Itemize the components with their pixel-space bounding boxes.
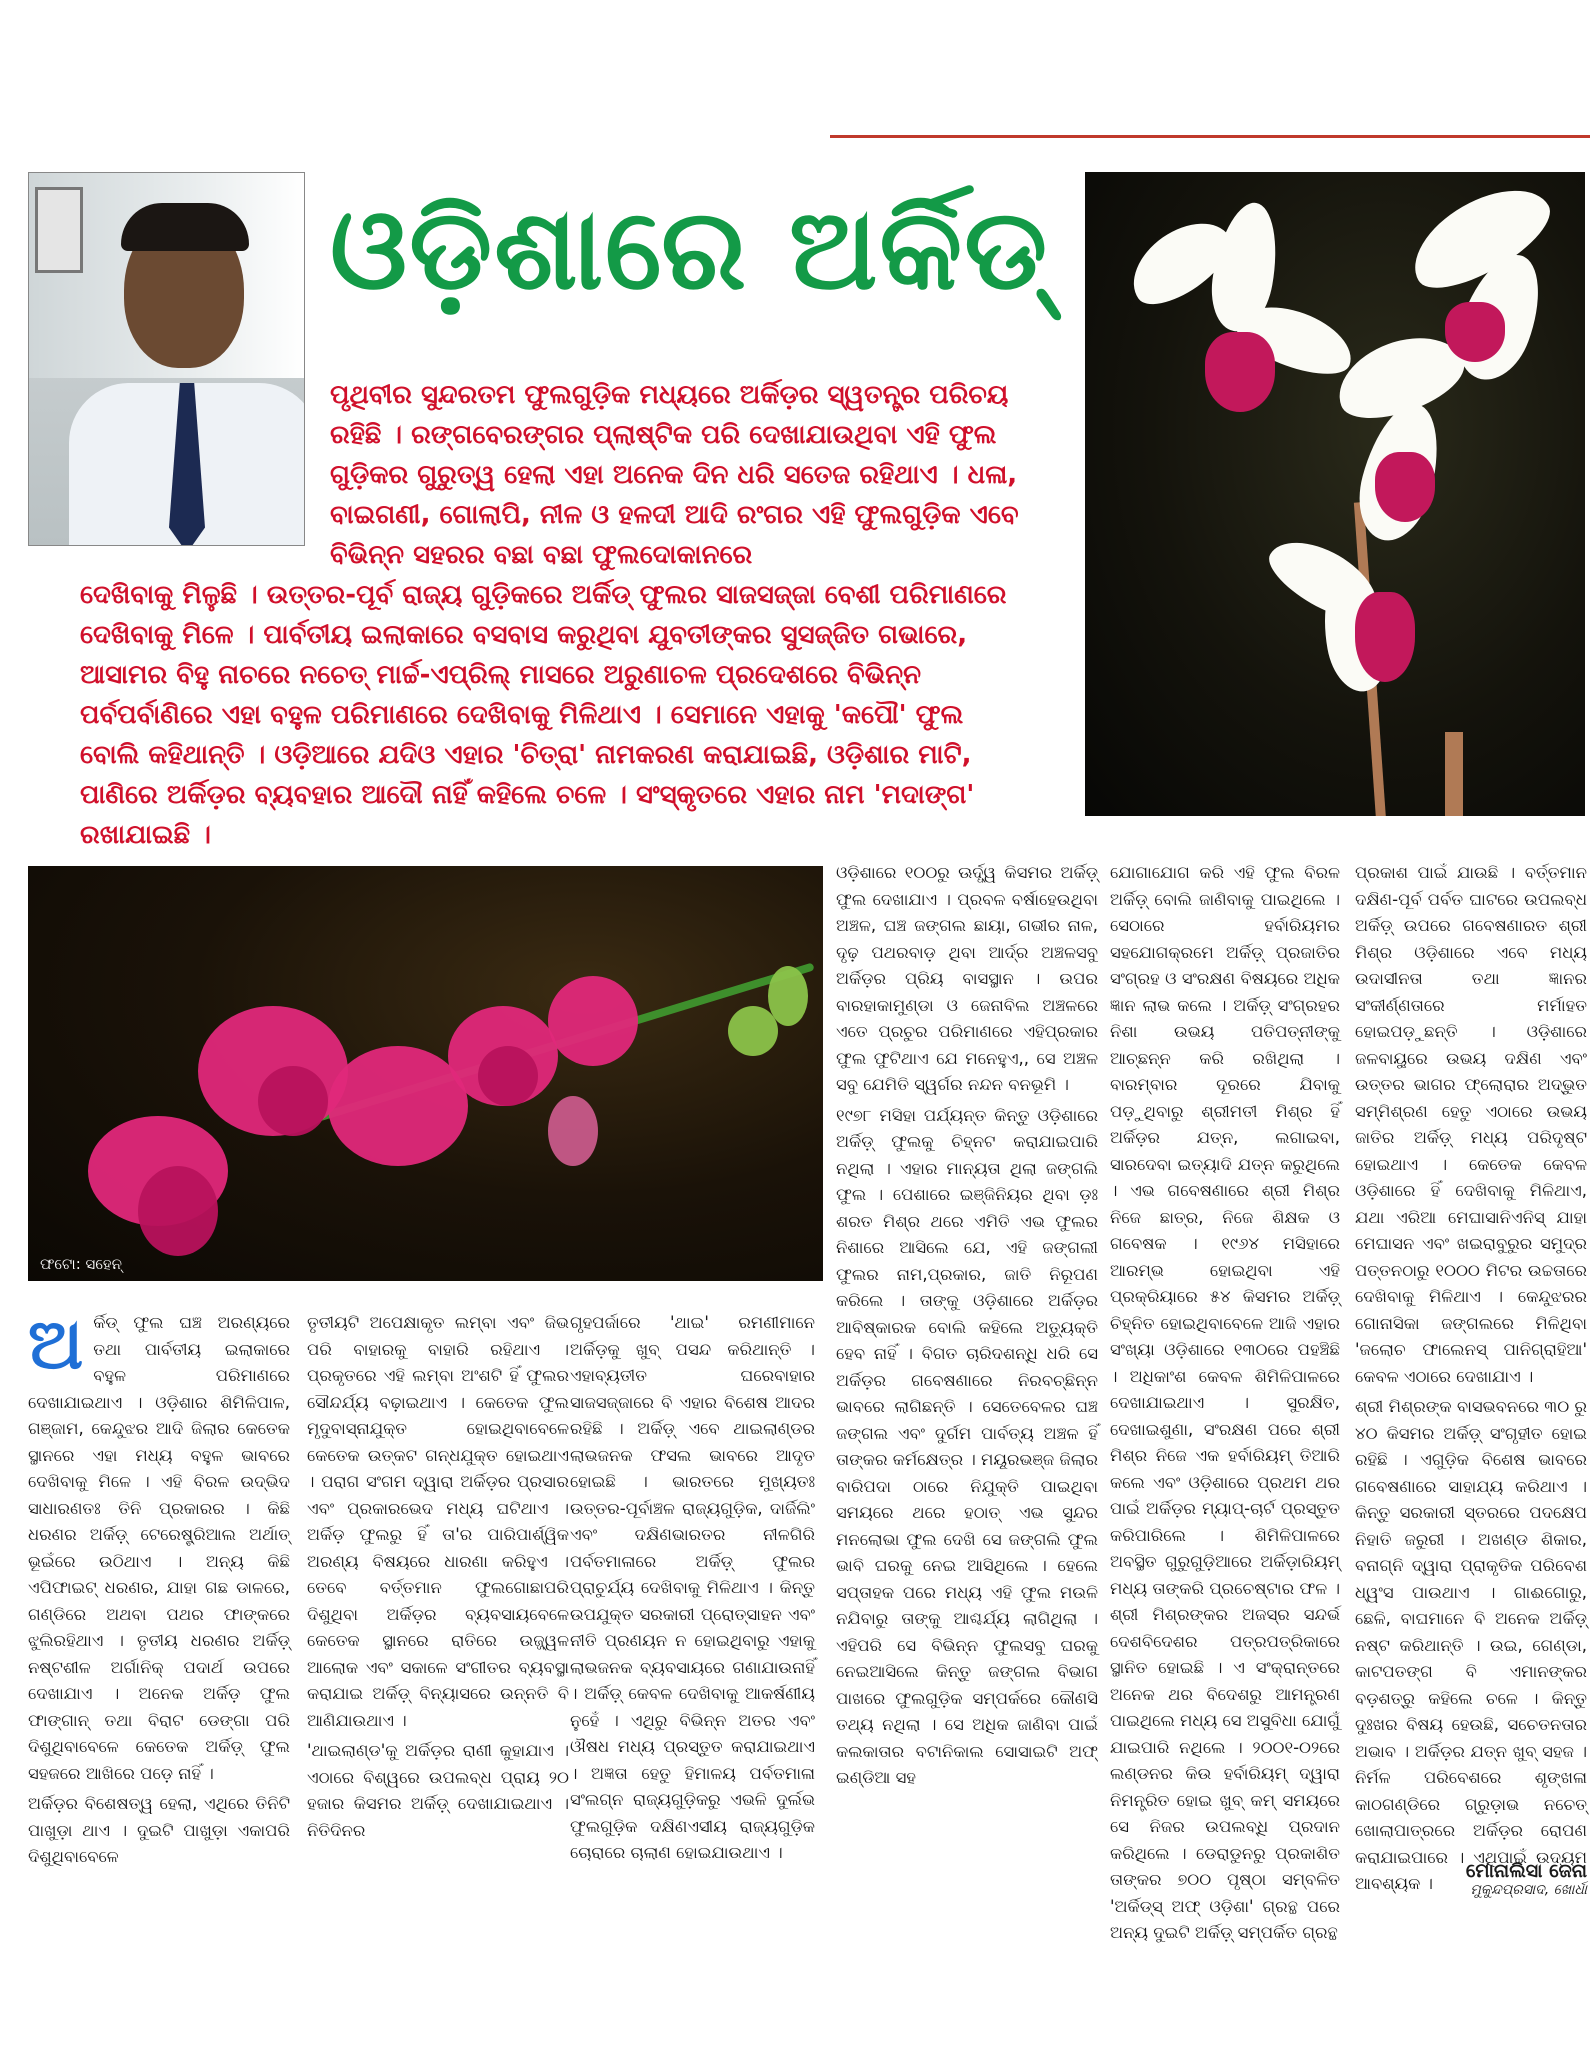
column-4-text: ଓଡ଼ିଶାରେ ୧୦୦ରୁ ଊର୍ଦ୍ଧ୍ୱ କିସମର ଅର୍କିଡ଼୍ ଫୁଲ ଦେଖାଯାଏ । ପ୍ରବଳ ବର୍ଷାହେଉଥିବା ଅଞ୍ଚଳ, ଘଞ୍ଚ ଜଙ୍ଗଲ ଛାୟା, ଗଭୀର ନାଳ, ଦୃଢ଼ ପଥରବାଡ଼ ଥିବା ଆର୍ଦ୍ର ଅଞ୍ଚଳସବୁ ଅର୍କିଡ଼ର ପ୍ରିୟ ବାସସ୍ଥାନ । ଉପର ବାରହାକାମୁଣ୍ଡା ଓ ଜେନାବିଲ ଅଞ୍ଚଳରେ ଏତେ ପ୍ରଚୁର ପରିମାଣରେ ଏହିପ୍ରକାର ଫୁଲ ଫୁଟିଥାଏ ଯେ ମନେହୁଏ,, ସେ ଅଞ୍ଚଳ ସବୁ ଯେମିତି ସ୍ୱର୍ଗର ନନ୍ଦନ ବନଭୂମି । [836, 863, 1098, 1094]
lead-paragraph-part1: ପୃଥିବୀର ସୁନ୍ଦରତମ ଫୁଲଗୁଡ଼ିକ ମଧ୍ୟରେ ଅର୍କିଡ଼ର ସ୍ୱତନ୍ତ୍ର ପରିଚୟ ରହିଛି । ରଙ୍ଗବେରଙ୍ଗର ପ୍ଲାଷ୍ଟିକ ପରି ଦେଖାଯାଉଥିବା ଏହି ଫୁଲ ଗୁଡ଼ିକର ଗୁରୁତ୍ୱ ହେଲା ଏହା ଅନେକ ଦିନ ଧରି ସତେଜ ରହିଥାଏ । ଧଳା, ବାଇଗଣୀ, ଗୋଲାପି, ନୀଳ ଓ ହଳଦୀ ଆଦି ରଂଗର ଏହି ଫୁଲଗୁଡ଼ିକ ଏବେ ବିଭିନ୍ନ ସହରର ବଛା ବଛା ଫୁଲଦୋକାନରେ [330, 380, 1019, 570]
column-1-text: ର୍କିଡ୍ ଫୁଲ ଘଞ୍ଚ ଅରଣ୍ୟରେ ତଥା ପାର୍ବତୀୟ ଇଲାକାରେ ବହୁଳ ପରିମାଣରେ ଦେଖାଯାଇଥାଏ । ଓଡ଼ିଶାର ଶିମିଳିପାଳ, ଗଞ୍ଜାମ, କେନ୍ଦୁଝର ଆଦି ଜିଲାର କେତେକ ସ୍ଥାନରେ ଏହା ମଧ୍ୟ ବହୁଳ ଭାବରେ ଦେଖିବାକୁ ମିଳେ । ଏହି ବିରଳ ଉଦ୍ଭିଦ ସାଧାରଣତଃ ତିନି ପ୍ରକାରର । କିଛି ଧରଣର ଅର୍କିଡ଼୍ ଟେରେଷ୍ଟ୍ରିଆଲ ଅର୍ଥାତ୍ ଭୂଇଁରେ ଉଠିଥାଏ । ଅନ୍ୟ କିଛି ଏପିଫାଇଟ୍ ଧରଣର, ଯାହା ଗଛ ଡାଳରେ, ଗଣ୍ଡିରେ ଅଥବା ପଥର ଫାଙ୍କରେ ଝୁଲିରହିଥାଏ । ତୃତୀୟ ଧରଣର ଅର୍କିଡ଼୍ ନଷ୍ଟଶୀଳ ଅର୍ଗାନିକ୍ ପଦାର୍ଥ ଉପରେ ଦେଖାଯାଏ । ଅନେକ ଅର୍କିଡ଼ ଫୁଲ ଫାଙ୍ଗାନ୍ ତଥା ବିରାଟ ଡେଙ୍ଗା ପରି ଦିଶୁଥିବାବେଳେ କେତେକ ଅର୍କିଡ଼୍ ଫୁଲ ସହଜରେ ଆଖିରେ ପଡ଼େ ନାହିଁ । [28, 1313, 290, 1783]
byline [1355, 1860, 1587, 1898]
body-column-5 [1110, 860, 1340, 1951]
author-name: ମୋନାଲିସା ଜେନା [1465, 1860, 1587, 1882]
column-2-text: ତୃତୀୟଟି ଅପେକ୍ଷାକୃତ ଲମ୍ବା ଏବଂ ଜିଭ ପରି ବାହାରକୁ ବାହାରି ରହିଥାଏ । ପ୍ରକୃତରେ ଏହି ଲମ୍ବା ଅଂଶଟି ହିଁ ଫୁଲର ସୌନ୍ଦର୍ଯ୍ୟ ବଢ଼ାଇଥାଏ । କେତେକ ଫୁଲ ମୃଦୁବାସ୍ନାଯୁକ୍ତ ହୋଇଥିବାବେଳେ କେତେକ ଉତ୍କଟ ଗନ୍ଧଯୁକ୍ତ ହୋଇଥାଏ । ପରାଗ ସଂଗମ ଦ୍ୱାରା ଅର୍କିଡ଼ର ପ୍ରସାର ଏବଂ ପ୍ରକାରଭେଦ ମଧ୍ୟ ଘଟିଥାଏ । ଅର୍କିଡ଼ ଫୁଲରୁ ହିଁ ତା'ର ପାରିପାର୍ଶ୍ୱିକ ଅରଣ୍ୟ ବିଷୟରେ ଧାରଣା କରିହୁଏ । ତେବେ ବର୍ତ୍ତମାନ ଫୁଲଗୋଛାପରି ଦିଶୁଥିବା ଅର୍କିଡ଼ର ବ୍ୟବସାୟବେଳେ କେତେକ ସ୍ଥାନରେ ରାତିରେ ଉଜ୍ଜ୍ୱଳ ଆଲୋକ ଏବଂ ସକାଳେ ସଂଗୀତର ବ୍ୟବସ୍ଥା କରାଯାଇ ଅର୍କିଡ଼୍ ବିନ୍ୟାସରେ ଉନ୍ନତି ବି ଆଣିଯାଉଥାଏ । [307, 1313, 569, 1730]
column-4b-text: ୧୯୭୮ ମସିହା ପର୍ଯ୍ୟନ୍ତ କିନ୍ତୁ ଓଡ଼ିଶାରେ ଅର୍କିଡ଼୍ ଫୁଲକୁ ଚିହ୍ନଟ କରାଯାଇପାରି ନଥିଲା । ଏହାର ମାନ୍ୟତା ଥିଲା ଜଙ୍ଗଲି ଫୁଲ । ପେଶାରେ ଇଞ୍ଜିନିୟର ଥିବା ଡ଼ଃ ଶରତ ମିଶ୍ର ଥରେ ଏମିତି ଏଭ ଫୁଲର ନିଶାରେ ଆସିଲେ ଯେ, ଏହି ଜଙ୍ଗଲୀ ଫୁଲର ନାମ,ପ୍ରକାର, ଜାତି ନିରୂପଣ କରିଲେ । ତାଙ୍କୁ ଓଡ଼ିଶାରେ ଅର୍କିଡ଼ର ଆବିଷ୍କାରକ ବୋଲି କହିଲେ ଅତ୍ୟୁକ୍ତି ହେବ ନାହିଁ । ବିଗତ ଚାରିଦଶନ୍ଧି ଧରି ସେ ଅର୍କିଡ଼ର ଗବେଷଣାରେ ନିରବଚ୍ଛିନ୍ନ ଭାବରେ ଲାଗିଛନ୍ତି । ସେତେବେଳର ଘଞ୍ଚ ଜଙ୍ଗଲ ଏବଂ ଦୁର୍ଗମ ପାର୍ବତ୍ୟ ଅଞ୍ଚଳ ହିଁ ତାଙ୍କର କର୍ମକ୍ଷେତ୍ର । ମୟୂରଭଞ୍ଜ ଜିଲାର ବାରିପଦା ଠାରେ ନିଯୁକ୍ତି ପାଇଥିବା ସମୟରେ ଥରେ ହଠାତ୍ ଏଭ ସୁନ୍ଦର ମନଲୋଭା ଫୁଲ ଦେଖି ସେ ଜଙ୍ଗଲି ଫୁଲ ଭାବି ଘରକୁ ନେଇ ଆସିଥିଲେ । ହେଲେ ସପ୍ତାହକ ପରେ ମଧ୍ୟ ଏହି ଫୁଲ ମଉଳି ନଯିବାରୁ ତାଙ୍କୁ ଆଶ୍ଚର୍ଯ୍ୟ ଲାଗିଥିଲା । ଏହିପରି ସେ ବିଭିନ୍ନ ଫୁଲସବୁ ଘରକୁ ନେଇଆସିଲେ କିନ୍ତୁ ଜଙ୍ଗଲ ବିଭାଗ ପାଖରେ ଫୁଲଗୁଡ଼ିକ ସମ୍ପର୍କରେ କୌଣସି ତଥ୍ୟ ନଥିଲା । ସେ ଅଧିକ ଜାଣିବା ପାଇଁ କଲକାତାର ବଟାନିକାଲ ସୋସାଇଟି ଅଫ୍ ଇଣ୍ଡିଆ ସହ [836, 1105, 1098, 1787]
column-3-text: ଗୃହପର୍ଜାରେ 'ଥାଇ' ରମଣୀମାନେ ଅର୍କିଡ଼କୁ ଖୁବ୍ ପସନ୍ଦ କରିଥାନ୍ତି । ଏହାବ୍ୟତୀତ ଘରେବାହାର ସାଜସଜ୍ଜାରେ ବି ଏହାର ବିଶେଷ ଆଦର ରହିଛି । ଅର୍କିଡ଼୍ ଏବେ ଥାଇଲାଣ୍ଡର ଲାଭଜନକ ଫସଲ ଭାବରେ ଆଦୃତ ହୋଇଛି । ଭାରତରେ ମୁଖ୍ୟତଃ ଉତ୍ତର-ପୂର୍ବାଞ୍ଚଳ ରାଜ୍ୟଗୁଡ଼ିକ, ଦାର୍ଜିଲିଂ ଏବଂ ଦକ୍ଷିଣଭାରତର ନୀଳଗିରି ପର୍ବତମାଳାରେ ଅର୍କିଡ଼୍ ଫୁଲର ପ୍ରାଚୁର୍ଯ୍ୟ ଦେଖିବାକୁ ମିଳିଥାଏ । କିନ୍ତୁ ଉପଯୁକ୍ତ ସରକାରୀ ପ୍ରୋତ୍ସାହନ ଏବଂ ନୀତି ପ୍ରଣୟନ ନ ହୋଇଥିବାରୁ ଏହାକୁ ଲାଭଜନକ ବ୍ୟବସାୟରେ ଗଣାଯାଉନାହିଁ । ଅର୍କିଡ଼୍ କେବଳ ଦେଖିବାକୁ ଆକର୍ଷଣୀୟ ନୁହେଁ । ଏଥିରୁ ବିଭିନ୍ନ ଅତର ଏବଂ ଔଷଧ ମଧ୍ୟ ପ୍ରସ୍ତୁତ କରାଯାଇଥାଏ । ଅଜ୍ଞତା ହେତୁ ହିମାଳୟ ପର୍ବତମାଳା ସଂଲଗ୍ନ ରାଜ୍ୟଗୁଡ଼ିକରୁ ଏଭଳି ଦୁର୍ଲଭ ଫୁଲଗୁଡ଼ିକ ଦକ୍ଷିଣଏସୀୟ ରାଜ୍ୟଗୁଡ଼ିକ ଚୋରାରେ ଚାଲାଣ ହୋଇଯାଉଥାଏ । [570, 1313, 815, 1862]
photo-caption: ଫଟୋ: ସହେନ୍ [40, 1255, 122, 1273]
white-orchid-photo [1085, 172, 1585, 816]
body-column-2 [307, 1310, 569, 1848]
body-column-1 [28, 1303, 290, 1875]
headline: ଓଡ଼ିଶାରେ ଅର୍କିଡ୍ [330, 185, 1050, 315]
column-6-text: ପ୍ରକାଶ ପାଇଁ ଯାଉଛି । ବର୍ତ୍ତମାନ ଦକ୍ଷିଣ-ପୂର୍ବ ପର୍ବତ ଘାଟରେ ଉପଲବ୍ଧ ଅର୍କିଡ଼୍ ଉପରେ ଗବେଷଣାରତ ଶ୍ରୀ ମିଶ୍ର ଓଡ଼ିଶାରେ ଏବେ ମଧ୍ୟ ଉଦାସୀନତା ତଥା ଜ୍ଞାନର ସଂକୀର୍ଣ୍ଣତାରେ ମର୍ମାହତ ହୋଇପଡ଼ୁଛନ୍ତି । ଓଡ଼ିଶାରେ ଜଳବାୟୁରେ ଉଭୟ ଦକ୍ଷିଣ ଏବଂ ଉତ୍ତର ଭାଗର ଫ୍ଲୋରାର ଅଦ୍ଭୁତ ସମ୍ମିଶ୍ରଣ ହେତୁ ଏଠାରେ ଉଭୟ ଜାତିର ଅର୍କିଡ଼୍ ମଧ୍ୟ ପରିଦୃଷ୍ଟ ହୋଇଥାଏ । କେତେକ କେବଳ ଓଡ଼ିଶାରେ ହିଁ ଦେଖିବାକୁ ମିଳିଥାଏ, ଯଥା ଏରିଆ ମେଘାସାନିଏନିସ୍ ଯାହା ମେଘାସନ ଏବଂ ଖଇରାବୁରୁର ସମୁଦ୍ର ପତ୍ତନଠାରୁ ୧୦୦୦ ମିଟର ଉଚ୍ଚତାରେ ଦେଖିବାକୁ ମିଳିଥାଏ । କେନ୍ଦୁଝରର ଗୋନାସିକା ଜଙ୍ଗଲରେ ମିଳିଥିବା 'ଜଲୋଚ ଫାଲେନସ୍ ପାନିଗ୍ରାହିଆ' କେବଳ ଏଠାରେ ଦେଖାଯାଏ । [1355, 863, 1587, 1386]
column-6b-text: ଶ୍ରୀ ମିଶ୍ରଙ୍କ ବାସଭବନରେ ୩୦ ରୁ ୪୦ କିସମର ଅର୍କିଡ଼୍ ସଂଗୃହୀତ ହୋଇ ରହିଛି । ଏଗୁଡ଼ିକ ବିଶେଷ ଭାବରେ ଗବେଷଣାରେ ସାହାଯ୍ୟ କରିଥାଏ । କିନ୍ତୁ ସରକାରୀ ସ୍ତରରେ ପଦକ୍ଷେପ ନିହାତି ଜରୁରୀ । ଅଖଣ୍ଡ ଶିକାର, ବନାଗ୍ନି ଦ୍ୱାରା ପ୍ରାକୃତିକ ପରିବେଶ ଧ୍ୱଂସ ପାଉଥାଏ । ଗାଈଗୋରୁ, ଛେଳି, ବାଘମାନେ ବି ଅନେକ ଅର୍କିଡ଼୍ ନଷ୍ଟ କରିଥାନ୍ତି । ଉଇ, ଗେଣ୍ଡା, କାଟପତଙ୍ଗ ବି ଏମାନଙ୍କର ବଡ଼ଶତ୍ରୁ କହିଲେ ଚଳେ । କିନ୍ତୁ ଦୁଃଖର ବିଷୟ ହେଉଛି, ସଚେତନତାର ଅଭାବ । ଅର୍କିଡ଼ର ଯତ୍ନ ଖୁବ୍ ସହଜ । ନିର୍ମଳ ପରିବେଶରେ ଶୃଙ୍ଖଳା କାଠଗଣ୍ଡିରେ ଗ୍ରୁଡ଼ାଭ ନଚେତ୍ ଖୋଲାପାତ୍ରରେ ଅର୍କିଡ଼ର ରୋପଣ କରାଯାଇପାରେ । ଏଥିପାଇଁ ଉଦ୍ୟମ ଆବଶ୍ୟକ । [1355, 1397, 1587, 1893]
body-column-4 [836, 860, 1098, 1796]
author-place: ମୁକୁନ୍ଦପ୍ରସାଦ, ଖୋର୍ଧା [1470, 1882, 1587, 1898]
dropcap: ଅ [28, 1303, 84, 1385]
column-2b-text: 'ଥାଇଲାଣ୍ଡ'କୁ ଅର୍କିଡ଼ର ରାଣୀ କୁହାଯାଏ । ଏଠାରେ ବିଶ୍ୱରେ ଉପଲବ୍ଧ ପ୍ରାୟ ୨୦ ହଜାର କିସମର ଅର୍କିଡ଼୍ ଦେଖାଯାଇଥାଏ । ନିତିଦିନର [307, 1741, 569, 1840]
body-column-3 [570, 1310, 815, 1871]
column-1b-text: ଅର୍କିଡ଼ର ବିଶେଷତ୍ୱ ହେଲା, ଏଥିରେ ତିନିଟି ପାଖୁଡ଼ା ଥାଏ । ଦୁଇଟି ପାଖୁଡ଼ା ଏକାପରି ଦିଶୁଥିବାବେଳେ [28, 1794, 290, 1866]
body-column-6 [1355, 860, 1587, 1902]
pink-orchid-photo [28, 866, 823, 1281]
lead-paragraph-part2: ଦେଖିବାକୁ ମିଳୁଛି । ଉତ୍ତର-ପୂର୍ବ ରାଜ୍ୟ ଗୁଡ଼ିକରେ ଅର୍କିଡ୍ ଫୁଲର ସାଜସଜ୍ଜା ବେଶୀ ପରିମାଣରେ ଦେଖିବାକୁ ମିଳେ । ପାର୍ବତୀୟ ଇଲାକାରେ ବସବାସ କରୁଥିବା ଯୁବତୀଙ୍କର ସୁସଜ୍ଜିତ ଗଭାରେ, ଆସାମର ବିହୁ ନାଚରେ ନଚେତ୍ ମାର୍ଚ୍ଚ-ଏପ୍ରିଲ୍ ମାସରେ ଅରୁଣାଚଳ ପ୍ରଦେଶରେ ବିଭିନ୍ନ ପର୍ବପର୍ବାଣିରେ ଏହା ବହୁଳ ପରିମାଣରେ ଦେଖିବାକୁ ମିଳିଥାଏ । ସେମାନେ ଏହାକୁ 'କପୌ' ଫୁଲ ବୋଲି କହିଥାନ୍ତି । ଓଡ଼ିଆରେ ଯଦିଓ ଏହାର 'ଚିତ୍ରା' ନାମକରଣ କରାଯାଇଛି, ଓଡ଼ିଶାର ମାଟି, ପାଣିରେ ଅର୍କିଡ଼ର ବ୍ୟବହାର ଆଦୌ ନାହିଁ କହିଲେ ଚଳେ । ସଂସ୍କୃତରେ ଏହାର ନାମ 'ମଦାଙ୍ଗ' ରଖାଯାଇଛି । [80, 580, 1007, 850]
column-5-text: ଯୋଗାଯୋଗ କରି ଏହି ଫୁଲ ବିରଳ ଅର୍କିଡ଼୍ ବୋଲି ଜାଣିବାକୁ ପାଇଥିଲେ । ସେଠାରେ ହର୍ବାରିୟମର ସହଯୋଗକ୍ରମେ ଅର୍କିଡ଼୍ ପ୍ରଜାତିର ସଂଗ୍ରହ ଓ ସଂରକ୍ଷଣ ବିଷୟରେ ଅଧିକ ଜ୍ଞାନ ଲାଭ କଲେ । ଅର୍କିଡ଼୍ ସଂଗ୍ରହର ନିଶା ଉଭୟ ପତିପତ୍ନୀଙ୍କୁ ଆଚ୍ଛନ୍ନ କରି ରଖିଥିଲା । ବାରମ୍ବାର ଦୂରରେ ଯିବାକୁ ପଡ଼ୁଥିବାରୁ ଶ୍ରୀମତୀ ମିଶ୍ର ହିଁ ଅର୍କିଡ଼ର ଯତ୍ନ, ଲଗାଇବା, ସାରଦେବା ଇତ୍ୟାଦି ଯତ୍ନ କରୁଥିଲେ । ଏଭ ଗବେଷଣାରେ ଶ୍ରୀ ମିଶ୍ର ନିଜେ ଛାତ୍ର, ନିଜେ ଶିକ୍ଷକ ଓ ଗବେଷକ । ୧୯୬୪ ମସିହାରେ ଆରମ୍ଭ ହୋଇଥିବା ଏହି ପ୍ରକ୍ରିୟାରେ ୫୪ କିସମର ଅର୍କିଡ଼୍ ଚିହ୍ନିତ ହୋଇଥିବାବେଳେ ଆଜି ଏହାର ସଂଖ୍ୟା ଓଡ଼ିଶାରେ ୧୩୦ରେ ପହଞ୍ଚିଛି । ଅଧିକାଂଶ କେବଳ ଶିମିଳିପାଳରେ ଦେଖାଯାଇଥାଏ । ସୁରକ୍ଷିତ, ଦେଖାଇଶୁଣା, ସଂରକ୍ଷଣ ପରେ ଶ୍ରୀ ମିଶ୍ର ନିଜେ ଏକ ହର୍ବାରିୟମ୍ ତିଆରି କଲେ ଏବଂ ଓଡ଼ିଶାରେ ପ୍ରଥମ ଥର ପାଇଁ ଅର୍କିଡ଼ର ମ୍ୟାପ୍-ଚାର୍ଟ ପ୍ରସ୍ତୁତ କରିପାରିଲେ । ଶିମିଳିପାଳରେ ଅବସ୍ଥିତ ଗୁରୁଗୁଡ଼ିଆରେ ଅର୍କିଡ଼ାରିୟମ୍ ମଧ୍ୟ ତାଙ୍କରି ପ୍ରଚେଷ୍ଟାର ଫଳ । ଶ୍ରୀ ମିଶ୍ରଙ୍କର ଅଜସ୍ର ସନ୍ଦର୍ଭ ଦେଶବିଦେଶର ପତ୍ରପତ୍ରିକାରେ ସ୍ଥାନିତ ହୋଇଛି । ଏ ସଂକ୍ରାନ୍ତରେ ଅନେକ ଥର ବିଦେଶରୁ ଆମନ୍ତ୍ରଣ ପାଇଥିଲେ ମଧ୍ୟ ସେ ଅସୁବିଧା ଯୋଗୁଁ ଯାଇପାରି ନଥିଲେ । ୨୦୦୧-୦୨ରେ ଲଣ୍ଡନର କିଉ ହର୍ବାରିୟମ୍ ଦ୍ୱାରା ନିମନ୍ତ୍ରିତ ହୋଇ ଖୁବ୍ କମ୍ ସମୟରେ ସେ ନିଜର ଉପଲବ୍ଧି ପ୍ରଦାନ କରିଥିଲେ । ଡେରାଡୁନରୁ ପ୍ରକାଶିତ ତାଙ୍କର ୭୦୦ ପୃଷ୍ଠା ସମ୍ବଳିତ 'ଅର୍କିଡ୍ସ୍ ଅଫ୍ ଓଡ଼ିଶା' ଗ୍ରନ୍ଥ ପରେ ଅନ୍ୟ ଦୁଇଟି ଅର୍କିଡ଼୍ ସମ୍ପର୍କିତ ଗ୍ରନ୍ଥ [1110, 863, 1340, 1942]
top-rule [830, 135, 1590, 138]
portrait-photo [28, 172, 305, 546]
